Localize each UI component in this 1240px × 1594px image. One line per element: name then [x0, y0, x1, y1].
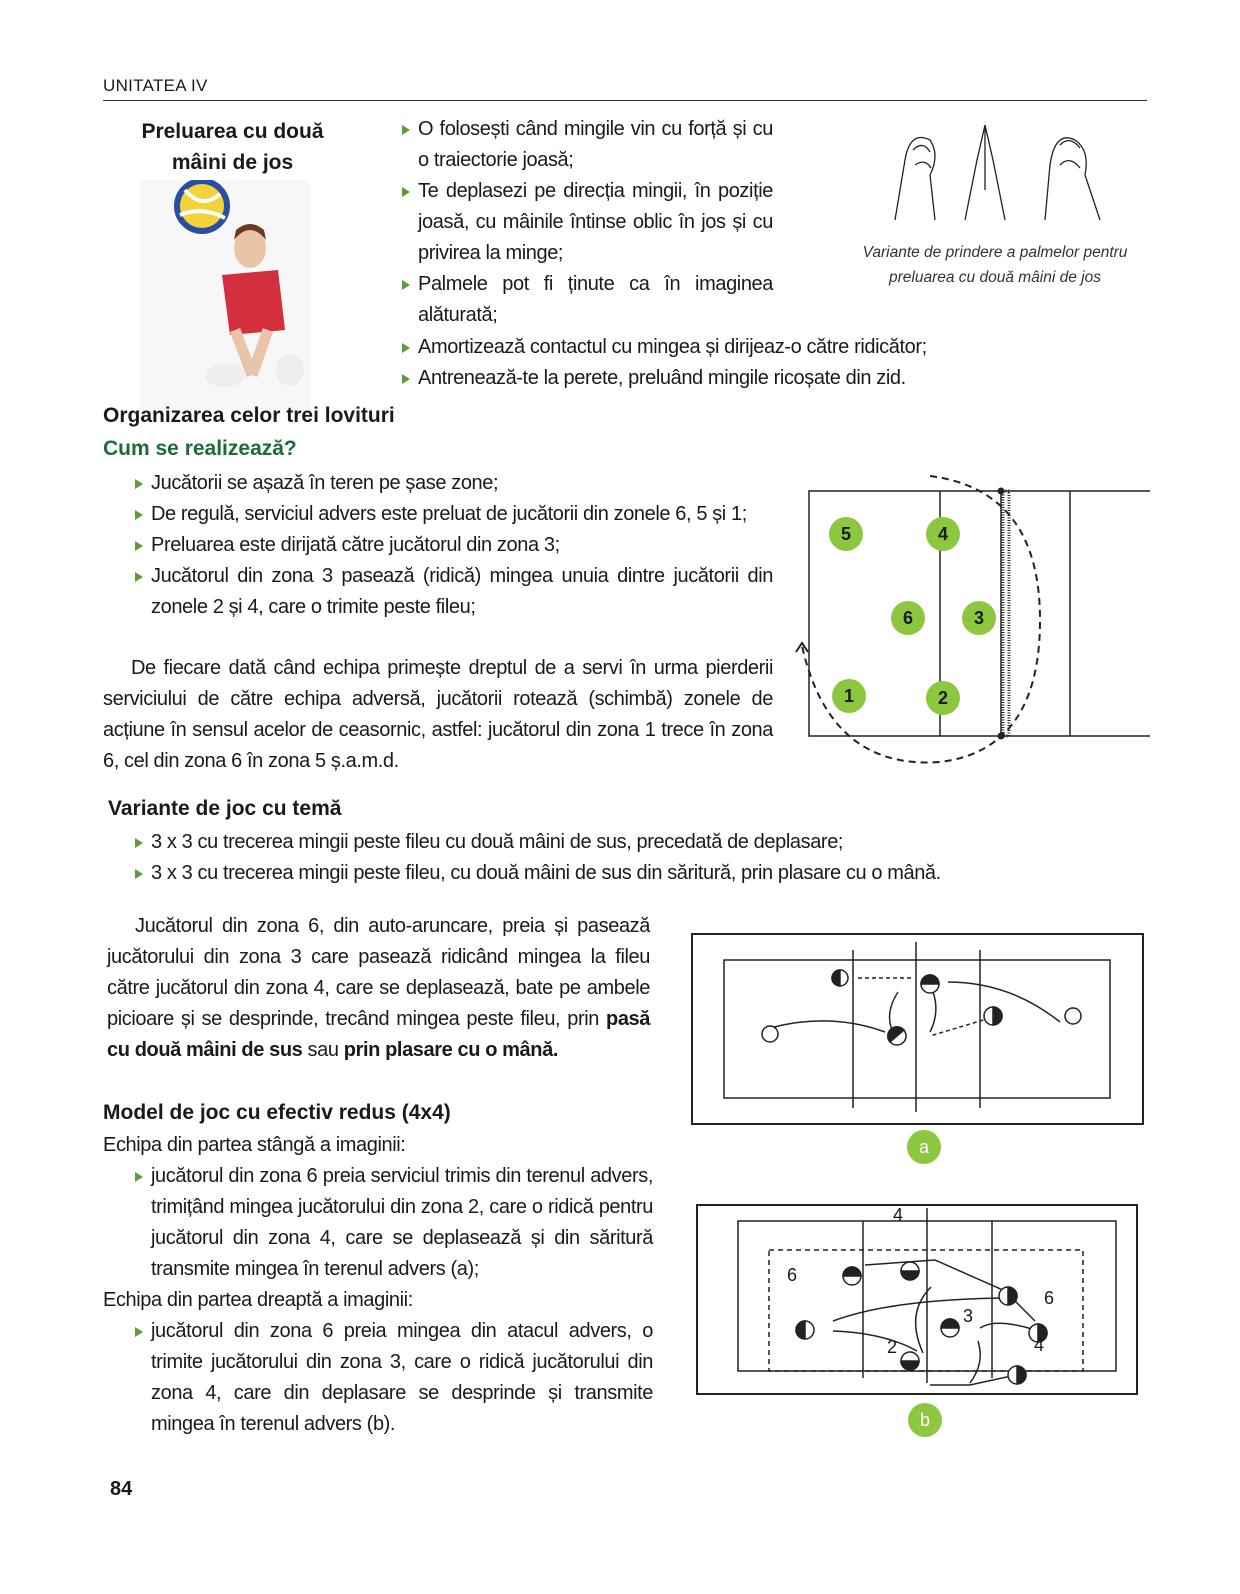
diagram-a-label: a — [907, 1130, 941, 1164]
diagram-b-label: b — [908, 1403, 942, 1437]
bullet-item: 3 x 3 cu trecerea mingii peste fileu cu două mâini de sus, precedată de deplasare; — [133, 827, 1133, 858]
team-label: Echipa din partea stângă a imaginii: — [103, 1134, 406, 1156]
bullet-item: Jucătorii se așază în teren pe șase zone; — [133, 468, 773, 499]
section-subtitle: Cum se realizează? — [103, 437, 297, 460]
diagram-b-zone-label: 4 — [893, 1205, 904, 1225]
bold-run: pasă cu două mâini de sus — [107, 1008, 650, 1061]
section-title-organizarea: Organizarea celor trei lovituri — [103, 404, 395, 427]
bold-run: prin plasare cu o mână. — [343, 1039, 558, 1061]
bullet-item: jucătorul din zona 6 preia serviciul trimis din terenul advers, trimițând mingea jucătorului din zona 2, care o ridică pentru jucătorul din zona 4, care se deplasează și din săritură transmite mingea în terenul advers (a); — [133, 1161, 653, 1285]
variante-bullets — [133, 827, 1133, 889]
diagram-b-zone-label: 2 — [887, 1337, 898, 1357]
title-line: mâini de jos — [171, 151, 294, 174]
bullet-item: O folosești când mingile vin cu forță și cu o traiectorie joasă; — [400, 114, 773, 176]
section-title-model: Model de joc cu efectiv redus (4x4) — [103, 1101, 451, 1124]
zone-badge-5: 5 — [829, 517, 863, 551]
bullet-item: Jucătorul din zona 3 pasează (ridică) mingea unuia dintre jucătorii din zonele 2 și 4, care o trimite peste fileu; — [133, 561, 773, 623]
diagram-b-zone-label: 6 — [1044, 1288, 1055, 1308]
preluarea-bullets-wide — [400, 332, 1100, 394]
organizarea-bullets — [133, 468, 773, 623]
volleyball-player-photo — [140, 180, 310, 410]
play-diagram-b — [695, 1203, 1141, 1399]
bullet-item: Antrenează-te la perete, preluând mingile ricoșate din zid. — [400, 363, 1100, 394]
zone-badge-3: 3 — [962, 601, 996, 635]
zone-badge-2: 2 — [926, 681, 960, 715]
section-title-variante: Variante de joc cu temă — [108, 797, 342, 820]
team-label: Echipa din partea dreaptă a imaginii: — [103, 1289, 413, 1311]
rotation-paragraph: De fiecare dată când echipa primește dreptul de a servi în urma pierderii serviciului de către echipa adversă, jucătorii rotează (schimbă) zonele de acțiune în sensul acelor de ceasornic, astfel: jucătorul din zona 1 trece în zona 6, cel din zona 6 în zona 5 ș.a.m.d. — [103, 657, 773, 772]
preluarea-bullets — [400, 114, 773, 331]
header-rule — [103, 100, 1147, 101]
bullet-item: Te deplasezi pe direcția mingii, în poziție joasă, cu mâinile întinse oblic în jos și cu privirea la minge; — [400, 176, 773, 269]
play-diagram-a — [690, 932, 1146, 1128]
unit-header: UNITATEA IV — [103, 76, 208, 95]
zone-badge-6: 6 — [891, 601, 925, 635]
page-number: 84 — [110, 1478, 133, 1500]
bullet-item: jucătorul din zona 6 preia mingea din atacul advers, o trimite jucătorului din zona 3, care o ridică jucătorului din zona 4, care din deplasare se desprinde și transmite mingea în terenul advers (b). — [133, 1316, 653, 1440]
diagram-b-zone-label: 3 — [963, 1306, 974, 1326]
bullet-item: 3 x 3 cu trecerea mingii peste fileu, cu două mâini de sus din săritură, prin plasare cu o mână. — [133, 858, 1133, 889]
section-title-preluarea — [120, 116, 345, 178]
bullet-item: Preluarea este dirijată către jucătorul din zona 3; — [133, 530, 773, 561]
zone-badge-4: 4 — [926, 517, 960, 551]
diagram-b-zone-label: 6 — [787, 1265, 798, 1285]
model-text — [103, 1130, 653, 1440]
bullet-item: De regulă, serviciul advers este preluat de jucătorii din zonele 6, 5 și 1; — [133, 499, 773, 530]
diagram-b-zone-label: 4 — [1034, 1335, 1045, 1355]
hand-illustration-caption — [835, 240, 1155, 290]
text-run: Jucătorul din zona 6, din auto-aruncare, preia și pasează jucătorului din zona 3 care pasează ridicând mingea la fileu către jucătorul din zona 4, care se deplasează, bate pe ambele picioare și se desprinde, trecând mingea peste fileu, prin — [107, 915, 650, 1030]
caption-line: preluarea cu două mâini de jos — [889, 269, 1101, 286]
text-run: sau — [302, 1039, 344, 1061]
caption-line: Variante de prindere a palmelor pentru — [862, 244, 1128, 261]
bullet-item: Palmele pot fi ținute ca în imaginea alăturată; — [400, 269, 773, 331]
title-line: Preluarea cu două — [141, 120, 324, 143]
exercise-paragraph — [107, 911, 650, 1066]
hand-grip-illustration — [885, 120, 1120, 225]
zone-badge-1: 1 — [832, 679, 866, 713]
bullet-item: Amortizează contactul cu mingea și dirijeaz-o către ridicător; — [400, 332, 1100, 363]
